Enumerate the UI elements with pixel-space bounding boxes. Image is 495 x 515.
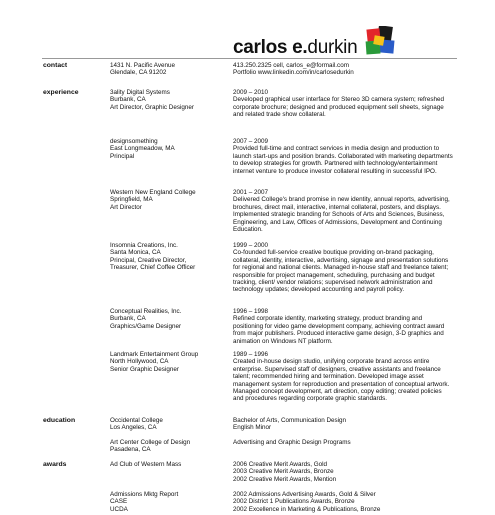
job-description: Delivered College's brand promise in new identity, annual reports, advertising, brochures, direct mail, interactive, internal collateral, posters, and displays. Implemented strategic branding for Schools of Arts and Sciences, Business, Engineering, and Law, Offices of Admissions, Development and Continuing Education. [233, 196, 450, 234]
resume-body [0, 62, 495, 515]
employer-line: Western New England College [110, 189, 196, 196]
header-divider [42, 58, 457, 59]
award-org-line: Admissions Mktg Report [110, 491, 179, 498]
employer-line: Insomnia Creations, Inc. [110, 242, 178, 249]
job-dates: 2001 – 2007 [233, 189, 269, 196]
school-line: Occidental College [110, 417, 163, 424]
section-label-contact: contact [43, 62, 68, 69]
phone-email: 413.250.2325 cell, carlos_e@formail.com [233, 62, 349, 69]
address-line: 1431 N. Pacific Avenue [110, 62, 175, 69]
employer-line: Art Director, Graphic Designer [110, 103, 194, 111]
job-dates: 1989 – 1996 [233, 351, 269, 358]
experience-entry [0, 351, 495, 417]
employer [110, 308, 228, 330]
employer [110, 242, 228, 272]
job-details [233, 89, 453, 119]
employer-line: 3ality Digital Systems [110, 89, 170, 96]
job-dates: 1999 – 2000 [233, 242, 269, 249]
employer-line: Principal [110, 152, 135, 160]
school-line: Los Angeles, CA [110, 424, 157, 432]
job-dates: 1996 – 1998 [233, 308, 269, 315]
degree [233, 417, 453, 432]
section-label-education: education [43, 417, 76, 424]
address-line: Glendale, CA 91202 [110, 69, 167, 77]
awards-entry [0, 461, 495, 491]
award-line: 2002 Creative Merit Awards, Mention [233, 475, 337, 483]
employer-line: Senior Graphic Designer [110, 365, 179, 373]
award-line: 2002 Admissions Advertising Awards, Gold & Silver [233, 491, 376, 498]
experience-entry [0, 138, 495, 189]
portfolio-link: Portfolio www.linkedin.com/in/carlosedurkin [233, 69, 354, 77]
award-line: 2006 Creative Merit Awards, Gold [233, 461, 328, 468]
job-description: Provided full-time and contract services in media design and production to launch start-ups and position brands. Collaborated with marketing departments to develop strategies for growth. Partnered with technology/entertainment internet venture to produce investor collateral resulting in successful IPO. [233, 145, 453, 175]
color-blocks-logo-icon [363, 26, 397, 56]
section-label-awards: awards [43, 461, 67, 468]
employer-line: Burbank, CA [110, 315, 146, 323]
job-details [233, 189, 453, 233]
employer-line: Santa Monica, CA [110, 249, 161, 257]
job-dates: 2009 – 2010 [233, 89, 269, 96]
job-details [233, 351, 453, 403]
job-dates: 2007 – 2009 [233, 138, 269, 145]
employer-line: designsomething [110, 138, 158, 145]
employer-line: Treasurer, Chief Coffee Officer [110, 264, 196, 272]
degree-line: English Minor [233, 424, 272, 432]
education-entry [0, 439, 495, 461]
award-org [110, 491, 228, 513]
experience-entry [0, 189, 495, 242]
award-line: 2003 Creative Merit Awards, Bronze [233, 468, 334, 476]
contact-section [0, 62, 495, 89]
degree-line: Bachelor of Arts, Communication Design [233, 417, 347, 424]
degree-line: Advertising and Graphic Design Programs [233, 439, 351, 446]
award-org [110, 461, 228, 468]
job-details [233, 242, 453, 294]
experience-entry [0, 308, 495, 351]
employer-line: Graphics/Game Designer [110, 322, 182, 330]
employer [110, 351, 228, 373]
name-wordmark [233, 38, 357, 58]
first-name: carlos [233, 37, 288, 58]
middle-initial: e. [287, 37, 308, 58]
employer [110, 138, 228, 160]
award-line: 2002 District 1 Publications Awards, Bronze [233, 498, 355, 506]
resume-header [233, 28, 397, 58]
employer-line: Landmark Entertainment Group [110, 351, 199, 358]
employer-line: North Hollywood, CA [110, 358, 169, 366]
job-description: Co-founded full-service creative boutique providing on-brand packaging, collateral, identity, interactive, advertising, signage and presentation solutions for regional and national clients. Managed in-house staff and freelance talent; responsible for project management, scheduling, purchasing and budget tracking, client/ vendor relations; supervised network administration and technology updates; developed accounting and payroll policy. [233, 249, 449, 294]
experience-entry [0, 89, 495, 138]
employer [110, 189, 228, 211]
experience-entry [0, 242, 495, 308]
employer-line: Principal, Creative Director, [110, 256, 187, 264]
job-description: Developed graphical user interface for Stereo 3D camera system; refreshed corporate brochure; designed and produced equipment sell sheets, signage and related trade show collateral. [233, 96, 445, 119]
contact-address [110, 62, 228, 77]
education-entry [0, 417, 495, 439]
job-details [233, 138, 453, 175]
employer-line: East Longmeadow, MA [110, 145, 175, 153]
contact-details [233, 62, 453, 77]
school-line: Art Center College of Design [110, 439, 191, 446]
award-list [233, 491, 453, 513]
award-org-line: CASE [110, 498, 128, 506]
employer-line: Springfield, MA [110, 196, 153, 204]
award-org-line: Ad Club of Western Mass [110, 461, 182, 468]
school-line: Pasadena, CA [110, 446, 151, 454]
award-line: 2002 Excellence in Marketing & Publications, Bronze [233, 505, 381, 513]
award-list [233, 461, 453, 483]
employer [110, 89, 228, 111]
employer-line: Burbank, CA [110, 96, 146, 104]
award-org-line: UCDA [110, 505, 128, 513]
last-name: durkin [307, 37, 358, 58]
section-label-experience: experience [43, 89, 79, 96]
employer-line: Conceptual Realities, Inc. [110, 308, 182, 315]
job-description: Created in-house design studio, unifying corporate brand across entire enterprise. Supervised staff of designers, creative assistants and freelance talent; recommended hiring and termination. Developed image asset management system for reproduction and presentation of conceptual artwork. Managed concept development, art direction, copy editing; created policies and procedures regarding corporate graphic standards. [233, 358, 450, 403]
employer-line: Art Director [110, 203, 142, 211]
school [110, 417, 228, 432]
school [110, 439, 228, 454]
job-description: Refined corporate identity, marketing strategy, product branding and positioning for video game development company, achieving contract award from major publishers. Produced interactive game design, 3-D graphics and animation on Windows NT platform. [233, 315, 445, 345]
degree [233, 439, 453, 446]
job-details [233, 308, 453, 345]
